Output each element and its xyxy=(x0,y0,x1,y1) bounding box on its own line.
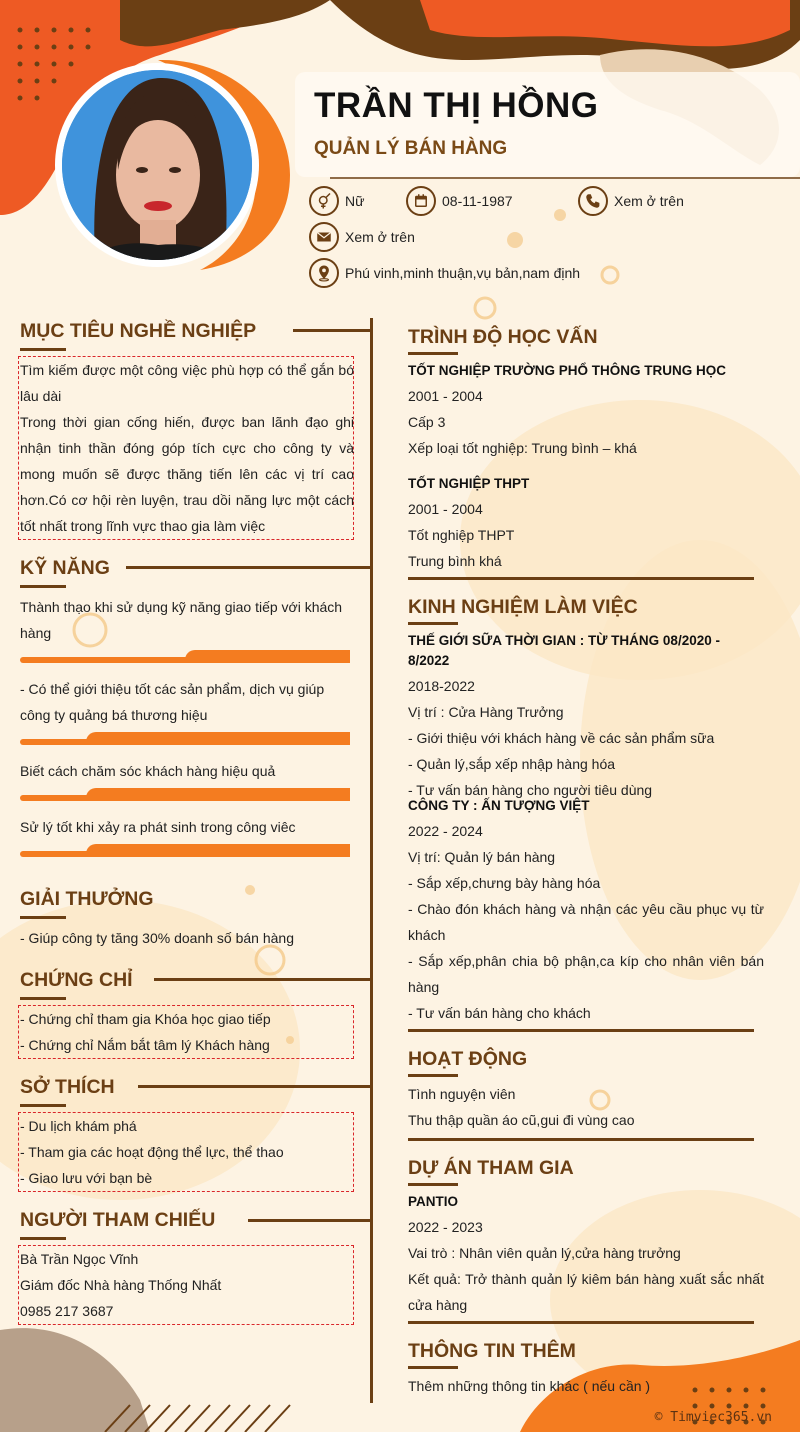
references-underline xyxy=(20,1237,66,1240)
experience-line: - Chào đón khách hàng và nhận các yêu cầu phục vụ từ khách xyxy=(408,901,764,943)
experience-line: - Giới thiệu với khách hàng về các sản phẩm sữa xyxy=(408,730,715,746)
email-value: Xem ở trên xyxy=(345,229,415,245)
education-title: TRÌNH ĐỘ HỌC VẤN xyxy=(408,326,598,348)
skills-underline xyxy=(20,585,66,588)
experience-time: 2018-2022 xyxy=(408,678,475,694)
certificates-title: CHỨNG CHỈ xyxy=(20,969,133,991)
education-time: 2001 - 2004 xyxy=(408,388,483,404)
reference-item: Bà Trần Ngọc Vĩnh xyxy=(20,1251,139,1267)
hobbies-connector xyxy=(138,1085,373,1088)
references-list xyxy=(20,1246,354,1324)
education-detail: Cấp 3 xyxy=(408,414,446,430)
hobby-item: - Du lịch khám phá xyxy=(20,1118,137,1134)
activities-title: HOẠT ĐỘNG xyxy=(408,1048,528,1070)
education-divider xyxy=(408,577,754,580)
watermark: © Timviec365.vn xyxy=(654,1410,772,1425)
project-result: Kết quả: Trở thành quản lý kiêm bán hàng xuất sắc nhất cửa hàng xyxy=(408,1271,764,1313)
skill-item-3: Biết cách chăm sóc khách hàng hiệu quả xyxy=(20,763,276,779)
skills-title: KỸ NĂNG xyxy=(20,557,110,579)
project-name: PANTIO xyxy=(408,1194,458,1209)
hobby-item: - Giao lưu với bạn bè xyxy=(20,1170,153,1186)
project-entry xyxy=(408,1192,764,1318)
objective-line-2: Trong thời gian cống hiến, được ban lãnh đạo ghi nhận tinh thần đóng góp tích cực cho công ty và mong muốn sẽ được thăng tiến lên các vị trí cao hơn.Có cơ hội rèn luyện, trau dồi năng lực một cách tốt nhất trong lĩnh vực thao gia làm việc xyxy=(20,414,354,534)
activity-item: Thu thập quần áo cũ,gui đi vùng cao xyxy=(408,1112,635,1128)
experience-line: - Tư vấn bán hàng cho khách xyxy=(408,1005,591,1021)
skill-bar-3 xyxy=(20,788,350,801)
education-school: TỐT NGHIỆP TRƯỜNG PHỔ THÔNG TRUNG HỌC xyxy=(408,363,726,378)
phone-value: Xem ở trên xyxy=(614,193,684,209)
candidate-name: TRẦN THỊ HỒNG xyxy=(314,86,599,125)
hobby-item: - Tham gia các hoạt động thể lực, thể thao xyxy=(20,1144,284,1160)
education-time: 2001 - 2004 xyxy=(408,501,483,517)
experience-divider xyxy=(408,1029,754,1032)
certificates-underline xyxy=(20,997,66,1000)
reference-item: Giám đốc Nhà hàng Thống Nhất xyxy=(20,1277,222,1293)
project-role: Vai trò : Nhân viên quản lý,cửa hàng trưởng xyxy=(408,1245,681,1261)
hobbies-title: SỞ THÍCH xyxy=(20,1076,115,1098)
more-info-text: Thêm những thông tin khác ( nếu cần ) xyxy=(408,1378,651,1394)
objective-connector xyxy=(293,329,373,332)
experience-title: KINH NGHIỆM LÀM VIỆC xyxy=(408,596,638,618)
certificates-list xyxy=(20,1006,354,1058)
objective-title: MỤC TIÊU NGHỀ NGHIỆP xyxy=(20,320,257,342)
email-row xyxy=(309,222,415,252)
education-underline xyxy=(408,352,458,355)
birthday-row xyxy=(406,186,513,216)
skill-bar-4 xyxy=(20,844,350,857)
education-detail: Xếp loại tốt nghiệp: Trung bình – khá xyxy=(408,440,637,456)
certificate-item: - Chứng chỉ Nắm bắt tâm lý Khách hàng xyxy=(20,1037,270,1053)
projects-title: DỰ ÁN THAM GIA xyxy=(408,1157,574,1179)
education-school: TỐT NGHIỆP THPT xyxy=(408,476,530,491)
hobbies-underline xyxy=(20,1104,66,1107)
certificates-connector xyxy=(154,978,373,981)
awards-text: - Giúp công ty tăng 30% doanh số bán hàng xyxy=(20,930,294,946)
projects-divider xyxy=(408,1321,754,1324)
skill-item-4: Sử lý tốt khi xảy ra phát sinh trong công viêc xyxy=(20,819,296,835)
location-pin-icon xyxy=(309,258,339,288)
experience-time: 2022 - 2024 xyxy=(408,823,483,839)
skill-item-1: Thành thạo khi sử dụng kỹ năng giao tiếp với khách hàng xyxy=(20,599,343,641)
skill-bar-1 xyxy=(20,650,350,663)
phone-icon xyxy=(578,186,608,216)
hobbies-list xyxy=(20,1113,354,1191)
experience-line: Vị trí : Cửa Hàng Trưởng xyxy=(408,704,564,720)
references-connector xyxy=(248,1219,373,1222)
references-title: NGƯỜI THAM CHIẾU xyxy=(20,1209,216,1231)
certificate-item: - Chứng chỉ tham gia Khóa học giao tiếp xyxy=(20,1011,271,1027)
experience-company: CÔNG TY : ẤN TƯỢNG VIỆT xyxy=(408,798,590,813)
job-title: QUẢN LÝ BÁN HÀNG xyxy=(314,138,508,159)
education-detail: Tốt nghiệp THPT xyxy=(408,527,515,543)
more-info-underline xyxy=(408,1366,458,1369)
phone-row xyxy=(578,186,684,216)
awards-title: GIẢI THƯỞNG xyxy=(20,888,154,910)
experience-line: - Quản lý,sắp xếp nhập hàng hóa xyxy=(408,756,616,772)
education-detail: Trung bình khá xyxy=(408,553,502,569)
objective-line-1: Tìm kiếm được một công việc phù hợp có thể gắn bó lâu dài xyxy=(20,362,354,404)
birthday-value: 08-11-1987 xyxy=(442,193,513,209)
education-entry-1 xyxy=(408,361,764,461)
calendar-icon xyxy=(406,186,436,216)
experience-entry-2 xyxy=(408,796,764,1026)
objective-text xyxy=(20,357,354,539)
experience-underline xyxy=(408,622,458,625)
experience-company: THẾ GIỚI SỮA THỜI GIAN : TỪ THÁNG 08/2020 - 8/2022 xyxy=(408,633,720,668)
objective-underline xyxy=(20,348,66,351)
activities-list xyxy=(408,1081,764,1133)
reference-item: 0985 217 3687 xyxy=(20,1303,114,1319)
awards-underline xyxy=(20,916,66,919)
experience-line: Vị trí: Quản lý bán hàng xyxy=(408,849,556,865)
experience-entry-1 xyxy=(408,631,764,803)
activity-item: Tình nguyện viên xyxy=(408,1086,516,1102)
skill-bar-2 xyxy=(20,732,350,745)
more-info-title: THÔNG TIN THÊM xyxy=(408,1340,576,1362)
experience-line: - Sắp xếp,phân chia bộ phận,ca kíp cho nhân viên bán hàng xyxy=(408,953,764,995)
activities-divider xyxy=(408,1138,754,1141)
experience-line: - Tư vấn bán hàng cho người tiêu dùng xyxy=(408,782,653,798)
gender-row xyxy=(309,186,364,216)
activities-underline xyxy=(408,1074,458,1077)
envelope-icon xyxy=(309,222,339,252)
skill-item-2: - Có thể giới thiệu tốt các sản phẩm, dịch vụ giúp công ty quảng bá thương hiệu xyxy=(20,681,325,723)
gender-icon xyxy=(309,186,339,216)
education-entry-2 xyxy=(408,474,764,574)
experience-line: - Sắp xếp,chưng bày hàng hóa xyxy=(408,875,601,891)
address-row xyxy=(309,258,580,288)
project-time: 2022 - 2023 xyxy=(408,1219,483,1235)
projects-underline xyxy=(408,1183,458,1186)
gender-value: Nữ xyxy=(345,193,365,209)
address-value: Phú vinh,minh thuận,vụ bản,nam định xyxy=(345,265,581,281)
skills-connector xyxy=(126,566,373,569)
